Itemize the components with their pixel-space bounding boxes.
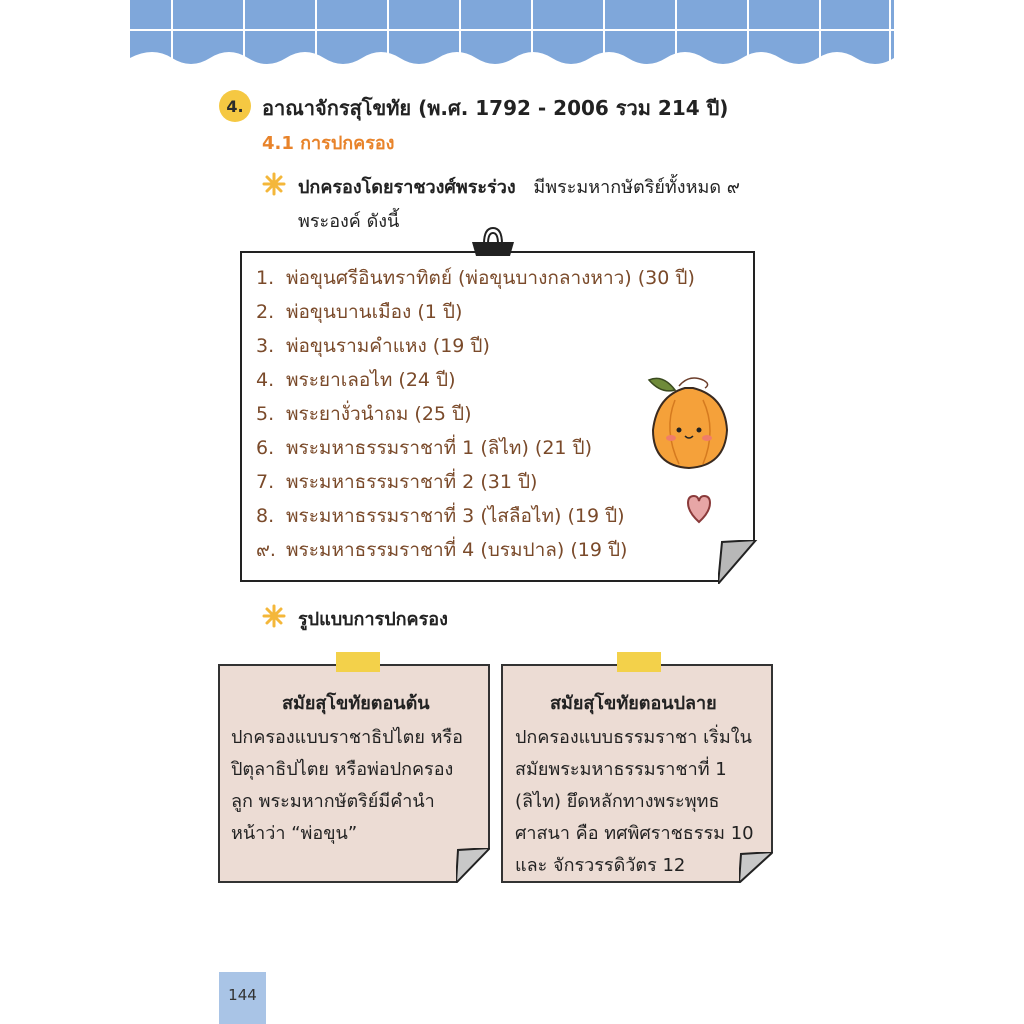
list-item: 1. พ่อขุนศรีอินทราทิตย์ (พ่อขุนบางกลางหาว) (30 ปี) bbox=[256, 267, 695, 289]
intro-line-1 bbox=[298, 172, 740, 201]
binder-clip-icon bbox=[470, 226, 516, 258]
heart-icon bbox=[686, 494, 712, 524]
folded-corner-icon bbox=[739, 852, 773, 883]
early-line: ลูก พระมหากษัตริย์มีคำนำ bbox=[231, 791, 435, 812]
subsection-title: 4.1 การปกครอง bbox=[262, 133, 395, 154]
cute-orange-icon bbox=[645, 370, 735, 474]
list-item: 6. พระมหาธรรมราชาที่ 1 (ลิไท) (21 ปี) bbox=[256, 437, 593, 459]
page-number: 144 bbox=[219, 972, 266, 1024]
list-item: ๙. พระมหาธรรมราชาที่ 4 (บรมปาล) (19 ปี) bbox=[256, 539, 628, 561]
late-line: ปกครองแบบธรรมราชา เริ่มใน bbox=[515, 727, 752, 748]
folded-corner-icon bbox=[456, 848, 490, 883]
early-line: ปกครองแบบราชาธิปไตย หรือ bbox=[231, 727, 463, 748]
list-item: 7. พระมหาธรรมราชาที่ 2 (31 ปี) bbox=[256, 471, 538, 493]
early-period-title: สมัยสุโขทัยตอนต้น bbox=[282, 693, 430, 714]
tape-decoration bbox=[336, 652, 380, 672]
tape-decoration bbox=[617, 652, 661, 672]
late-line: ศาสนา คือ ทศพิศราชธรรม 10 bbox=[515, 823, 754, 844]
folded-corner-icon bbox=[718, 540, 758, 584]
list-item: 8. พระมหาธรรมราชาที่ 3 (ไสลือไท) (19 ปี) bbox=[256, 505, 625, 527]
late-period-title: สมัยสุโขทัยตอนปลาย bbox=[550, 693, 717, 714]
early-line: ปิตุลาธิปไตย หรือพ่อปกครอง bbox=[231, 759, 454, 780]
late-line: (ลิไท) ยึดหลักทางพระพุทธ bbox=[515, 791, 720, 812]
section-number-badge: 4. bbox=[219, 90, 251, 122]
forms-heading: รูปแบบการปกครอง bbox=[298, 609, 448, 630]
late-line: และ จักรวรรดิวัตร 12 bbox=[515, 855, 686, 876]
intro-line-2: พระองค์ ดังนี้ bbox=[298, 211, 400, 232]
intro-rest: มีพระมหากษัตริย์ทั้งหมด ๙ bbox=[533, 177, 740, 198]
header-grid-band bbox=[130, 0, 894, 70]
list-item: 5. พระยางั่วนำถม (25 ปี) bbox=[256, 403, 472, 425]
kings-list bbox=[256, 262, 695, 568]
star-bullet-icon bbox=[262, 604, 286, 628]
intro-bold: ปกครองโดยราชวงศ์พระร่วง bbox=[298, 177, 516, 198]
list-item: 3. พ่อขุนรามคำแหง (19 ปี) bbox=[256, 335, 490, 357]
star-bullet-icon bbox=[262, 172, 286, 196]
section-title: อาณาจักรสุโขทัย (พ.ศ. 1792 - 2006 รวม 214 ปี) bbox=[262, 96, 729, 120]
early-line: หน้าว่า “พ่อขุน” bbox=[231, 823, 358, 844]
list-item: 2. พ่อขุนบานเมือง (1 ปี) bbox=[256, 301, 463, 323]
late-line: สมัยพระมหาธรรมราชาที่ 1 bbox=[515, 759, 727, 780]
list-item: 4. พระยาเลอไท (24 ปี) bbox=[256, 369, 456, 391]
